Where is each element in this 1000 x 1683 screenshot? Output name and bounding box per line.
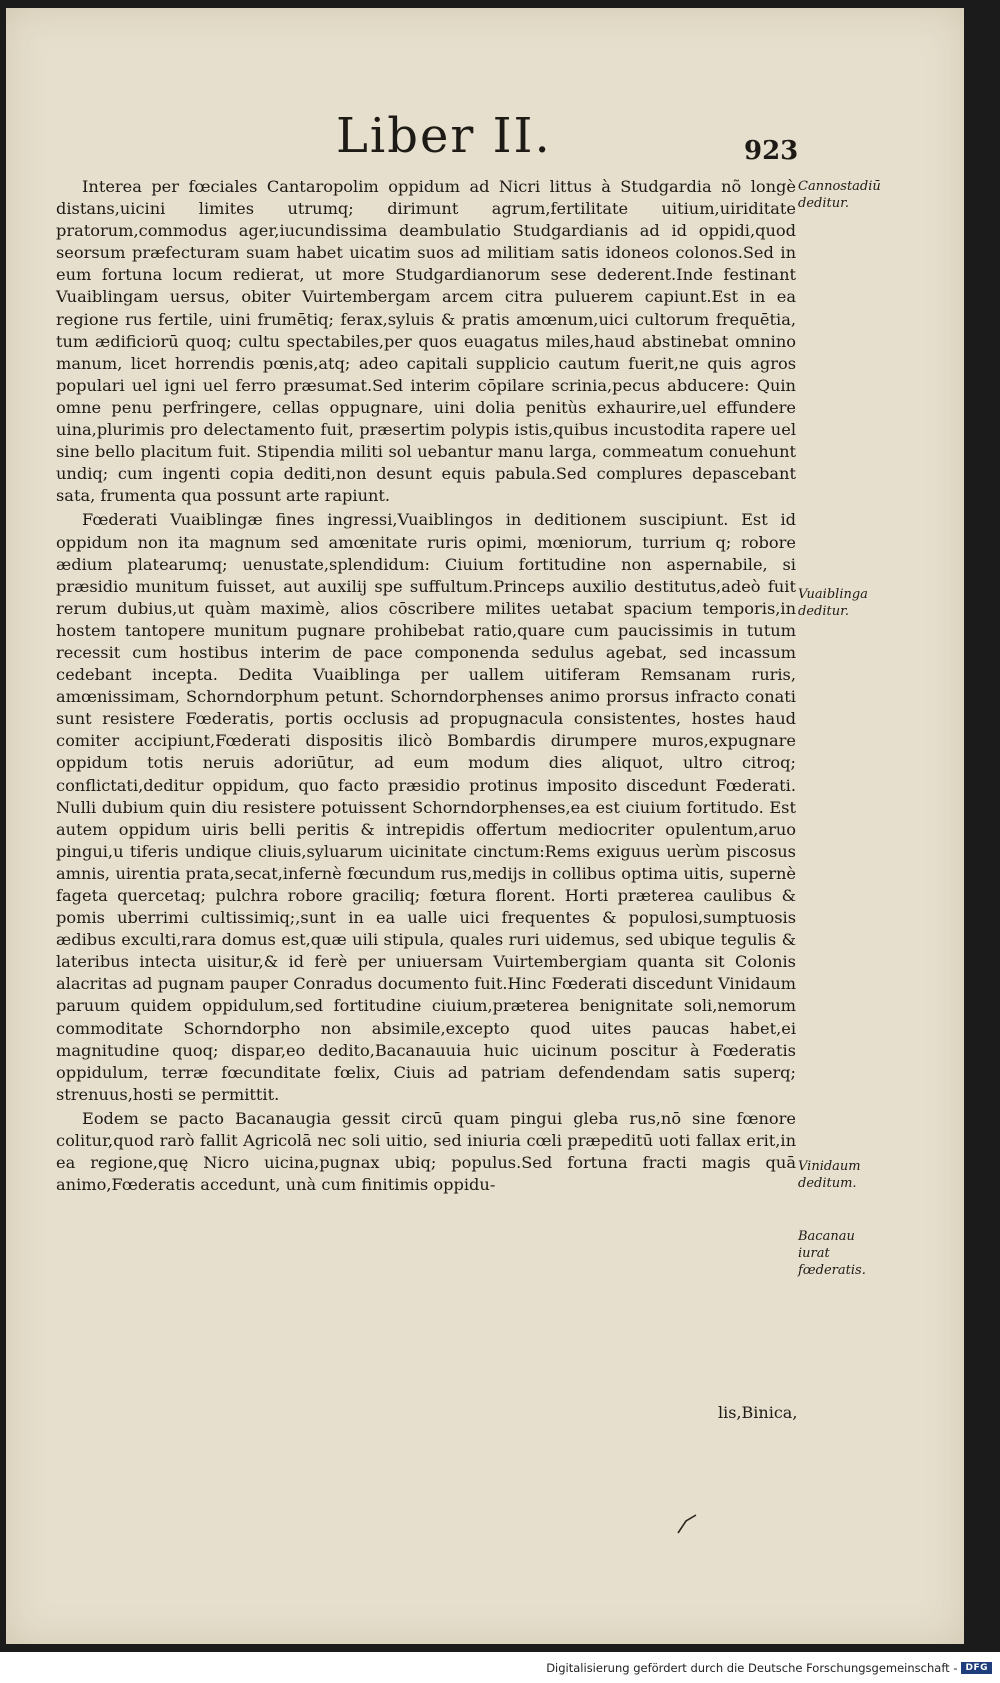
digitization-credit-bar xyxy=(0,1652,1000,1683)
paragraph: Eodem se pacto Bacanaugia gessit circū quam pingui gleba rus,nō sine fœnore colitur,quod rarò fallit Agricolā nec soli uitio, sed iniuria cœli præpeditū uoti fallax erit,in ea regione,quę Nicro uicina,pugnax ubiq; populus.Sed fortuna fracti magis quā animo,Fœderatis accedunt, unà cum finitimis oppidu- xyxy=(56,1108,796,1195)
page-title: Liber II. xyxy=(336,108,552,164)
margin-note-vuaiblinga: Vuaiblinga deditur. xyxy=(798,587,868,619)
paragraph: Fœderati Vuaiblingæ fines ingressi,Vuaiblingos in deditionem suscipiunt. Est id oppidum non ita magnum sed amœnitate ruris opimi, mœniorum, turrium q; robore ædium platearumq; uenustate,splendidum: Ciuium fortitudine non aspernabile, si præsidio munitum fuisset, aut auxilij spe suffultum.Princeps auxilio destitutus,adeò fuit rerum dubius,ut quàm maximè, alios cōscribere milites uetabat spacium temporis,in hostem tantopere munitum pugnare prohibebat ratio,quare cum paucissimis in tutum recessit cum hostibus interim de pace componenda sedulus agebat, sed incassum cedebant incepta. Dedita Vuaiblinga per uallem uitiferam Remsanam ruris, amœnissimam, Schorndorphum petunt. Schorndorphenses animo prorsus infracto conati sunt resistere Fœderatis, portis occlusis ad propugnacula consistentes, hostes haud comiter accipiunt,Fœderati dispositis ilicò Bombardis dirumpere muros,expugnare oppidum totis neruis adoriūtur, ad eum modum dies aliquot, ultro citroq; conflictati,deditur oppidum, quo facto præsidio protinus imposito discedunt Fœderati. Nulli dubium quin diu resistere potuissent Schorndorphenses,ea est ciuium fortitudo. Est autem oppidum uiris belli peritis & intrepidis offertum mediocriter opulentum,aruo pingui,u tiferis undique cliuis,syluarum uicinitate cinctum:Rems exiguus uerùm piscosus amnis, uirentia prata,secat,infernè fœcundum rus,medijs in collibus optima uitis, supernè fageta quercetaq; pulchra robore graciliq; fœtura florent. Horti præterea caulibus & pomis uberrimi cultissimiq;,sunt in ea ualle uici frequentes & populosi,sumptuosis ædibus exculti,rara domus est,quæ uili stipula, quales ruri uidemus, sed ubique tegulis & lateribus intecta uisitur,& id ferè per uniuersam Vuirtembergiam quanta sit Colonis alacritas ad pugnam pauper Conradus documento fuit.Hinc Fœderati discedunt Vinidaum paruum quidem oppidulum,sed fortitudine ciuium,præterea benignitate soli,nemorum commoditate Schorndorpho non absimile,excepto quod uites paucas habet,ei magnitudine quoq; dispar,eo dedito,Bacanauuia huic uicinum poscitur à Fœderatis oppidulum, terræ fœcunditate fœlix, Ciuis ad patriam defendendam satis superq; strenuus,hosti se permittit. xyxy=(56,510,796,1104)
margin-note-cannostadium: Cannostadiū deditur. xyxy=(798,179,881,211)
paragraph: Interea per fœciales Cantaropolim oppidum ad Nicri littus à Studgardia nõ longè distans,uicini limites utrumq; dirimunt agrum,fertilitate uitium,uiriditate pratorum,commodus ager,iucundissima deambulatio Studgardianis ad id oppidi,quod seorsum præfecturam suam habet uicatim suos ad militiam satis idoneos colonos.Sed in eum fortuna locum redierat, ut more Studgardianorum sese dederent.Inde festinant Vuaiblingam uersus, obiter Vuirtembergam arcem citra puluerem capiunt.Est in ea regione rus fertile, uini frumētiq; ferax,syluis & pratis amœnum,uici cultorum frequētia, tum ædificiorū quoq; cultu spectabiles,per quos euagatus miles,haud abstinebat omnino manum, licet horrendis pœnis,atq; adeo capitali supplicio cautum fuerit,ne quis agros populari uel igni uel ferro præsumat.Sed interim cōpilare scrinia,pecus abducere: Quin omne penu perfringere, cellas oppugnare, uini dolia penitùs exhaurire,uel effundere uina,plurimis pro delectamento fuit, præsertim polypis istis,quibus incustodita rapere uel sine bello placitum fuit. Stipendia militi sol uebantur manu larga, commeatum conuehunt undiq; cum ingenti copia dediti,non desunt equis pabula.Sed complures depascebant sata, frumenta qua possunt arte rapiunt. xyxy=(56,177,796,506)
margin-note-vinidaum: Vinidaum deditum. xyxy=(798,1159,861,1191)
credit-text: Digitalisierung gefördert durch die Deutsche Forschungsgemeinschaft - xyxy=(546,1660,958,1675)
ink-mark xyxy=(676,1513,700,1535)
book-page xyxy=(6,8,964,1644)
page-number: 923 xyxy=(744,136,799,166)
main-text-block xyxy=(56,176,796,1198)
margin-note-bacanau: Bacanau iurat fœderatis. xyxy=(798,1229,866,1278)
dfg-logo[interactable]: DFG xyxy=(961,1662,992,1674)
catchword: lis,Binica, xyxy=(718,1403,798,1422)
